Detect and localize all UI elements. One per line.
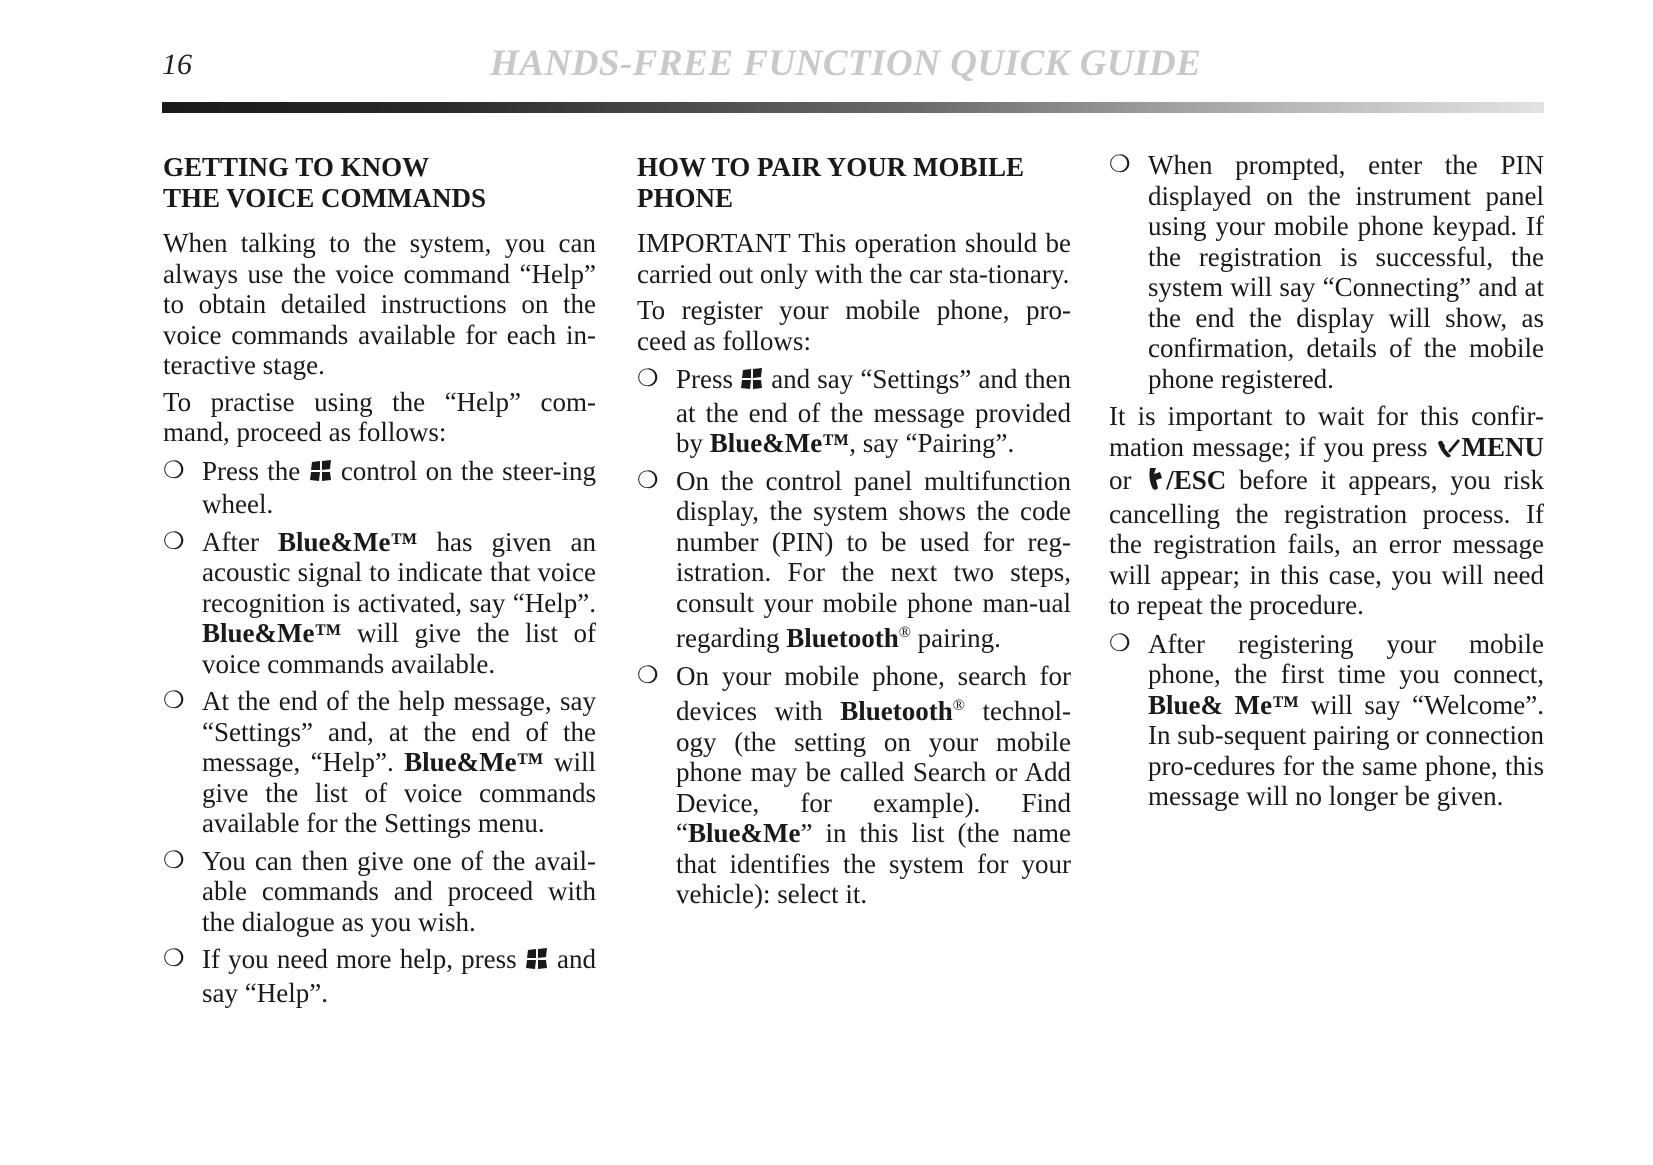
list-item [637, 466, 1071, 654]
text: , say “Pairing”. [849, 428, 1015, 458]
brand-name: Blue& Me™ [1148, 689, 1300, 720]
voice-command-button-icon [740, 367, 764, 398]
text: pairing. [917, 623, 1001, 653]
text: will say “Welcome”. In sub-sequent pairing or connection pro-cedures for the same phone, this message will no longer be given. [1148, 689, 1544, 811]
column-pairing-continued [1109, 150, 1544, 819]
text: If you need more help, press [202, 944, 517, 974]
list-item [163, 686, 596, 839]
list-item [1109, 629, 1544, 812]
phone-menu-button-icon [1436, 435, 1462, 466]
text: On your mobile phone, search for devices with [676, 660, 1071, 726]
text: Press the [202, 455, 301, 486]
text: will give the list of voice commands available. [202, 618, 597, 679]
text: and say “Settings” and then at the end of the message provided by [676, 364, 1071, 458]
hollow-circle-bullet: ❍ [1109, 630, 1131, 657]
hollow-circle-bullet: ❍ [163, 688, 185, 714]
paragraph: IMPORTANT This operation should be carried out only with the car sta-tionary. [637, 228, 1071, 289]
text: You can then give one of the avail-able commands and proceed with the dialogue as you wish. [202, 845, 596, 937]
text: After [202, 526, 259, 557]
list-item [637, 364, 1071, 459]
list-item [163, 527, 596, 680]
registered-mark: ® [952, 697, 965, 714]
brand-name: Blue&Me™ [709, 428, 850, 458]
paragraph: To register your mobile phone, pro-ceed as follows: [637, 295, 1071, 356]
voice-command-button-icon [525, 947, 549, 978]
heading-line: PHONE [637, 183, 734, 213]
brand-name: Blue&Me™ [278, 526, 418, 557]
registered-mark: ® [898, 624, 911, 641]
text: has given an acoustic signal to indicate that voice recognition is activated, say “Help”. [202, 526, 597, 618]
button-label: MENU [1461, 431, 1544, 462]
text: Press [676, 364, 734, 394]
text: It is important to wait for this confir-mation message; if you press [1109, 401, 1544, 462]
phone-esc-button-icon [1144, 466, 1166, 499]
hollow-circle-bullet: ❍ [637, 467, 659, 494]
paragraph [1109, 401, 1544, 621]
text: When prompted, enter the PIN displayed on the instrument panel using your mobile phone keypad. If the registration is successful, the system will say “Connecting” and at the end the display will show, as confirmation, details of the mobile phone registered. [1148, 150, 1544, 394]
instruction-list [163, 456, 596, 1009]
instruction-list [1109, 629, 1544, 812]
column-voice-commands [163, 150, 596, 1015]
text: After registering your mobile phone, the first time you connect, [1148, 628, 1544, 689]
text: technol-ogy (the setting on your mobile phone may be called Search or Add Device, for example). Find “ [676, 696, 1072, 848]
text: ” in this list (the name that identifies the system for your vehicle): select it. [676, 818, 1071, 909]
heading-line: THE VOICE COMMANDS [163, 183, 486, 213]
list-item [1109, 150, 1544, 394]
text: and say “Help”. [202, 944, 597, 1008]
list-item [163, 944, 596, 1008]
hollow-circle-bullet: ❍ [163, 946, 185, 972]
hollow-circle-bullet: ❍ [1109, 152, 1131, 178]
brand-name: Blue&Me™ [404, 747, 544, 777]
voice-command-button-icon [309, 459, 333, 490]
hollow-circle-bullet: ❍ [163, 847, 185, 874]
instruction-list [637, 364, 1071, 910]
paragraph: When talking to the system, you can always use the voice command “Help” to obtain detailed instructions on the voice commands available for each in-teractive stage. [163, 228, 596, 380]
heading-line: GETTING TO KNOW [163, 152, 430, 182]
text: or [1109, 465, 1132, 495]
heading-line: HOW TO PAIR YOUR MOBILE [637, 152, 1025, 182]
text: At the end of the help message, say “Settings” and, at the end of the message, “Help”. [202, 686, 596, 777]
text: before it appears, you risk cancelling the registration process. If the registration fails, an error message will appear; in this case, you will need to repeat the procedure. [1109, 465, 1544, 620]
brand-name: Bluetooth [840, 696, 953, 726]
list-item [163, 846, 596, 938]
list-item [163, 456, 596, 520]
instruction-list [1109, 150, 1544, 394]
brand-name: Bluetooth [786, 623, 899, 653]
hollow-circle-bullet: ❍ [637, 662, 659, 689]
text: control on the steer-ing wheel. [202, 455, 597, 519]
text: On the control panel multifunction display, the system shows the code number (PIN) to be used for reg-istration. For the next two steps, consult your mobile phone man-ual regarding [676, 465, 1071, 653]
running-title: HANDS-FREE FUNCTION QUICK GUIDE [490, 43, 1202, 84]
list-item [637, 661, 1071, 910]
hollow-circle-bullet: ❍ [163, 457, 185, 484]
page-number: 16 [162, 48, 192, 81]
brand-name: Blue&Me [687, 818, 801, 848]
brand-name: Blue&Me™ [202, 618, 342, 648]
hollow-circle-bullet: ❍ [163, 528, 185, 555]
section-heading [163, 152, 596, 214]
paragraph: To practise using the “Help” com-mand, proceed as follows: [163, 386, 596, 447]
hollow-circle-bullet: ❍ [637, 366, 659, 392]
section-heading [637, 152, 1071, 214]
header-rule [162, 102, 1544, 113]
button-label: /ESC [1166, 465, 1227, 495]
text: will give the list of voice commands available for the Settings menu. [202, 747, 596, 838]
column-pairing [637, 150, 1071, 917]
